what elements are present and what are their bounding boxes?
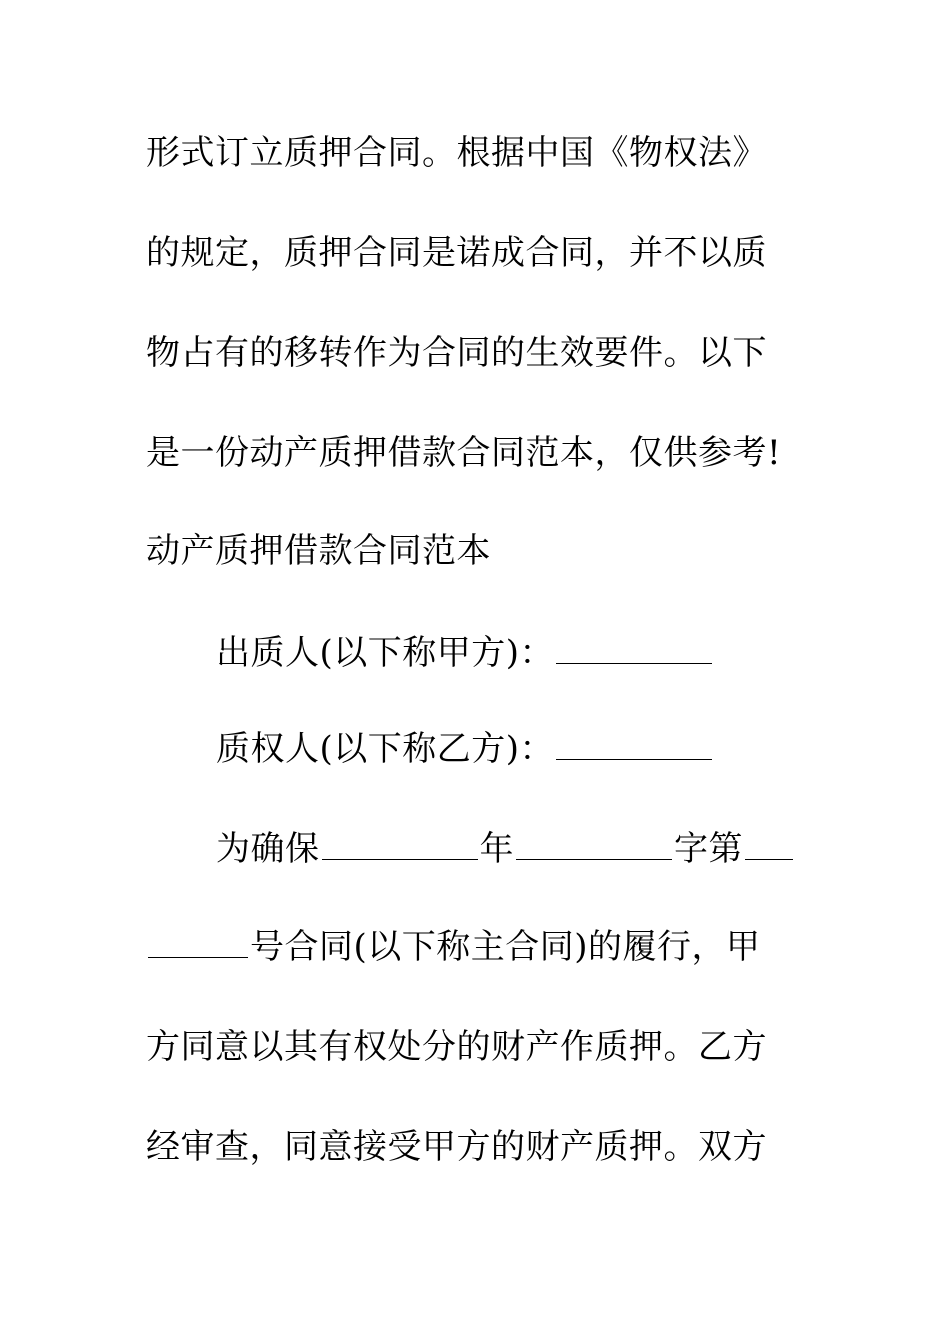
pledgor-blank [556, 629, 712, 664]
number-blank-start [745, 825, 793, 860]
clause-prefix: 为确保 [216, 829, 320, 869]
zi-label: 字第 [674, 829, 743, 869]
pledgor-label: 出质人(以下称甲方)： [216, 633, 555, 673]
intro-line-4: 是一份动产质押借款合同范本，仅供参考! [146, 433, 782, 473]
body-line-2: 经审查，同意接受甲方的财产质押。双方 [146, 1127, 767, 1167]
document-title: 动产质押借款合同范本 [146, 531, 491, 571]
pledgor-line [216, 628, 714, 678]
pledgee-blank [556, 725, 712, 760]
number-blank-end [148, 923, 248, 958]
pledgee-label: 质权人(以下称乙方)： [216, 729, 555, 769]
zi-blank [516, 825, 672, 860]
intro-line-3: 物占有的移转作为合同的生效要件。以下 [146, 333, 767, 373]
intro-line-2: 的规定，质押合同是诺成合同，并不以质 [146, 233, 767, 273]
year-blank [322, 825, 478, 860]
clause-line-2 [146, 922, 761, 972]
year-label: 年 [479, 829, 514, 869]
body-line-1: 方同意以其有权处分的财产作质押。乙方 [146, 1027, 767, 1067]
contract-label: 号合同(以下称主合同)的履行，甲 [250, 927, 761, 967]
intro-line-1: 形式订立质押合同。根据中国《物权法》 [146, 133, 767, 173]
clause-line-1 [216, 824, 795, 874]
pledgee-line [216, 724, 714, 774]
